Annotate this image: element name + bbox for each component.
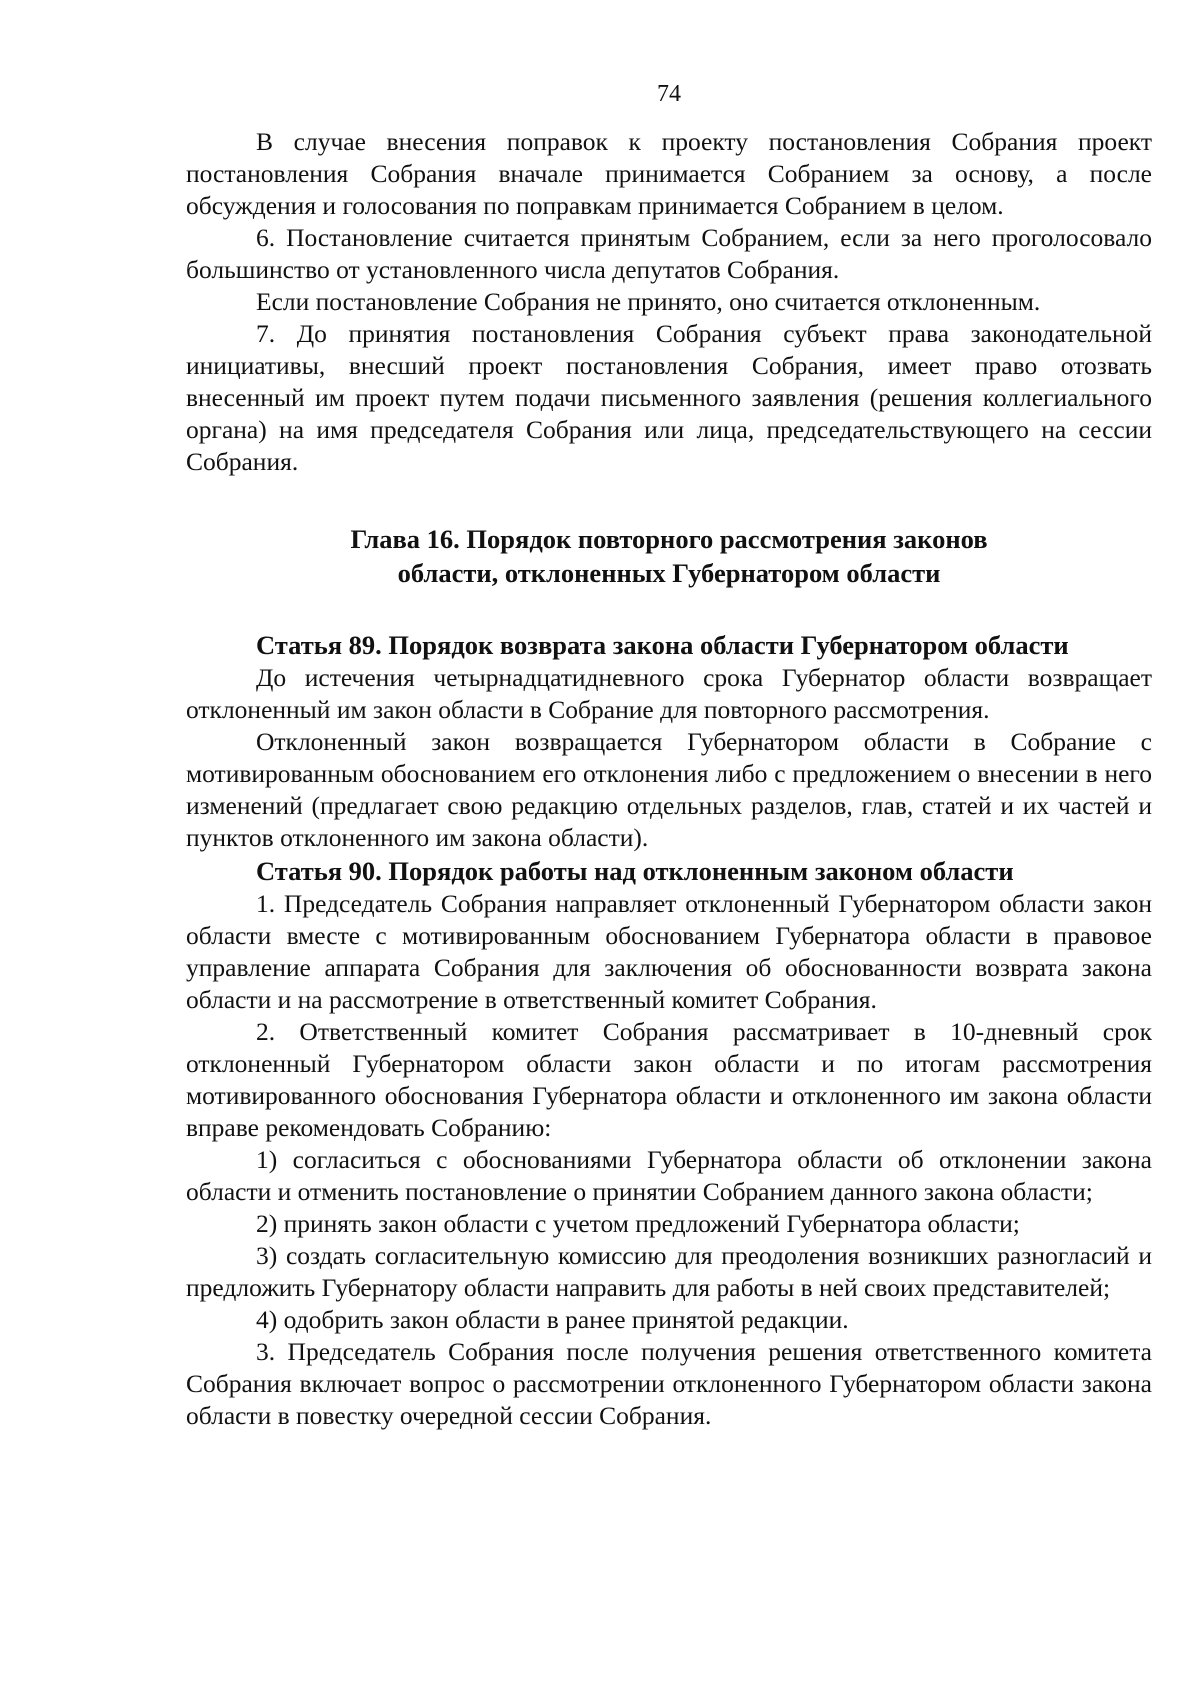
article-90-item-4: 4) одобрить закон области в ранее принятой редакции. xyxy=(256,1305,849,1334)
chapter-heading-line-2: области, отклоненных Губернатором области xyxy=(397,558,941,588)
paragraph-amendments: В случае внесения поправок к проекту постановления Собрания проект постановления Собрания вначале принимается Собранием за основу, а после обсуждения и голосования по поправкам принимается Собранием в целом. xyxy=(186,127,1152,220)
chapter-heading-line-1: Глава 16. Порядок повторного рассмотрения законов xyxy=(350,524,988,554)
paragraph-item-7: 7. До принятия постановления Собрания субъект права законодательной инициативы, внесший проект постановления Собрания, имеет право отозвать внесенный им проект путем подачи письменного заявления (решения коллегиального органа) на имя председателя Собрания или лица, председательствующего на сессии Собрания. xyxy=(186,319,1152,476)
document-page xyxy=(186,80,1152,1432)
article-90-title: Статья 90. Порядок работы над отклоненным законом области xyxy=(256,856,1014,886)
article-90-paragraph-3: 3. Председатель Собрания после получения решения ответственного комитета Собрания включает вопрос о рассмотрении отклоненного Губернатором области закона области в повестку очередной сессии Собрания. xyxy=(186,1337,1152,1430)
article-90-item-2: 2) принять закон области с учетом предложений Губернатора области; xyxy=(256,1209,1020,1238)
article-89-paragraph-1: До истечения четырнадцатидневного срока Губернатор области возвращает отклоненный им закон области в Собрание для повторного рассмотрения. xyxy=(186,663,1152,724)
chapter-heading xyxy=(186,522,1152,590)
paragraph-item-6: 6. Постановление считается принятым Собранием, если за него проголосовало большинство от установленного числа депутатов Собрания. xyxy=(186,223,1152,284)
article-89-paragraph-2: Отклоненный закон возвращается Губернатором области в Собрание с мотивированным обоснованием его отклонения либо с предложением о внесении в него изменений (предлагает свою редакцию отдельных разделов, глав, статей и их частей и пунктов отклоненного им закона области). xyxy=(186,727,1152,852)
article-89-title: Статья 89. Порядок возврата закона области Губернатором области xyxy=(256,630,1069,660)
paragraph-rejected: Если постановление Собрания не принято, оно считается отклоненным. xyxy=(256,287,1041,316)
article-90-paragraph-1: 1. Председатель Собрания направляет отклоненный Губернатором области закон области вместе с мотивированным обоснованием Губернатора области в правовое управление аппарата Собрания для заключения об обоснованности возврата закона области и на рассмотрение в ответственный комитет Собрания. xyxy=(186,889,1152,1014)
article-90-item-1: 1) согласиться с обоснованиями Губернатора области об отклонении закона области и отменить постановление о принятии Собранием данного закона области; xyxy=(186,1145,1152,1206)
page-number: 74 xyxy=(657,81,681,107)
article-90-item-3: 3) создать согласительную комиссию для преодоления возникших разногласий и предложить Губернатору области направить для работы в ней своих представителей; xyxy=(186,1241,1152,1302)
article-90-paragraph-2: 2. Ответственный комитет Собрания рассматривает в 10-дневный срок отклоненный Губернатором области закон области и по итогам рассмотрения мотивированного обоснования Губернатора области и отклоненного им закона области вправе рекомендовать Собранию: xyxy=(186,1017,1152,1142)
